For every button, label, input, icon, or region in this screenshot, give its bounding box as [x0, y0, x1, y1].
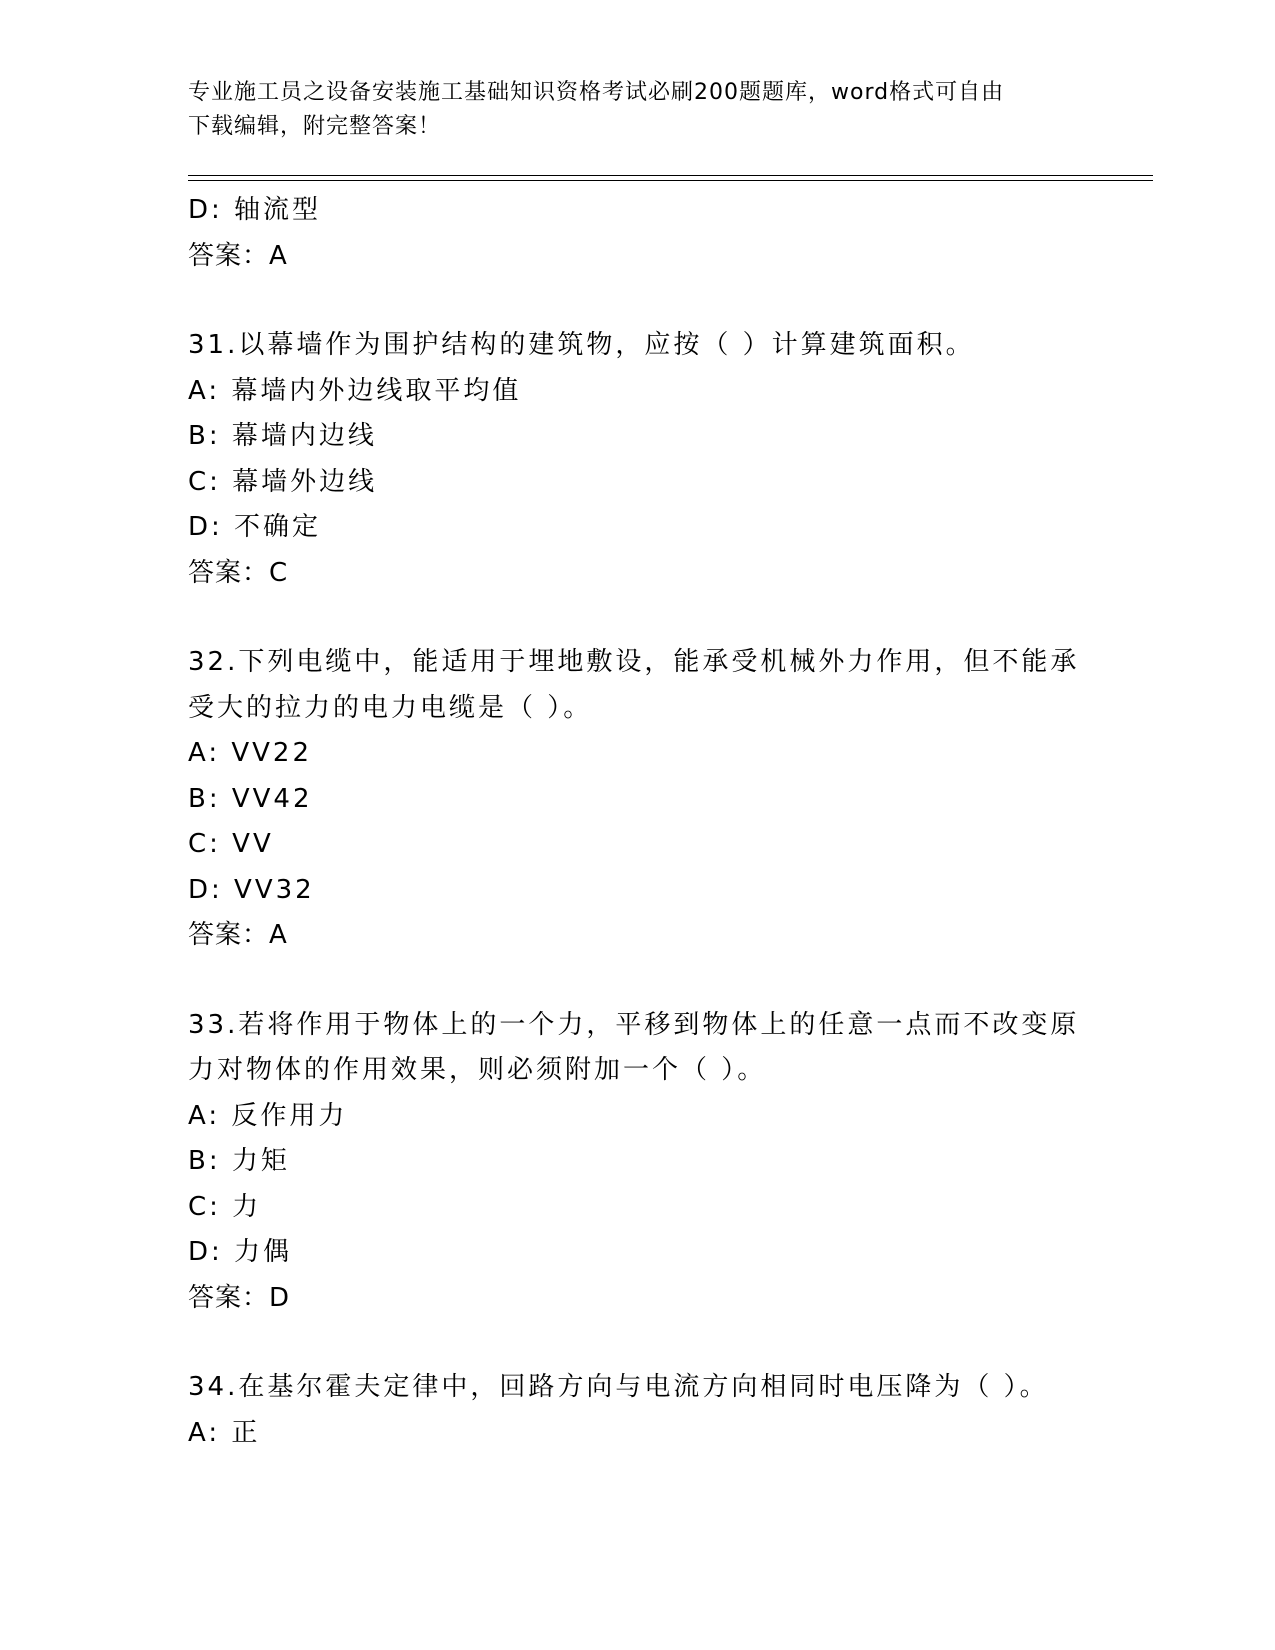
question-32: [188, 640, 1088, 959]
question-stem: 33.若将作用于物体上的一个力，平移到物体上的任意一点而不改变原: [188, 1009, 1080, 1040]
header-line-2: 下载编辑，附完整答案！: [188, 114, 442, 139]
option-a: A: 反作用力: [188, 1100, 348, 1131]
option-a: A: 正: [188, 1417, 261, 1448]
option-d: D: 不确定: [188, 512, 322, 542]
question-list: [188, 188, 1088, 1456]
option-c: C: VV: [188, 829, 274, 859]
option-c: C: 力: [188, 1191, 262, 1222]
option-c: C: 幕墙外边线: [188, 466, 378, 497]
question-stem: 34.在基尔霍夫定律中，回路方向与电流方向相同时电压降为（ ）。: [188, 1372, 1049, 1402]
question-stem: 32.下列电缆中，能适用于埋地敷设，能承受机械外力作用，但不能承: [188, 647, 1080, 677]
header-rule-top: [188, 175, 1153, 176]
question-stem-continued: 受大的拉力的电力电缆是（ ）。: [188, 692, 593, 723]
option-b: B: 幕墙内边线: [188, 421, 377, 451]
option-d: D: 力偶: [188, 1237, 293, 1267]
answer-line: 答案：D: [188, 1282, 291, 1313]
question-33: [188, 1003, 1088, 1322]
option-b: B: 力矩: [188, 1146, 290, 1176]
document-header: [188, 76, 1068, 144]
question-31: [188, 323, 1088, 596]
header-line-1: 专业施工员之设备安装施工基础知识资格考试必刷200题题库，word格式可自由: [188, 80, 1005, 105]
question-stem: 31.以幕墙作为围护结构的建筑物，应按（ ）计算建筑面积。: [188, 330, 975, 360]
option-b: B: VV42: [188, 783, 313, 814]
answer-line: 答案：A: [188, 240, 288, 271]
option-d: D: VV32: [188, 874, 315, 905]
header-rule-bottom: [188, 180, 1153, 181]
question-34: [188, 1365, 1088, 1456]
option-a: A: 幕墙内外边线取平均值: [188, 375, 522, 406]
answer-line: 答案：A: [188, 920, 288, 950]
option-a: A: VV22: [188, 738, 313, 768]
answer-line: 答案：C: [188, 557, 289, 588]
option-d: D: 轴流型: [188, 195, 322, 225]
question-stem-continued: 力对物体的作用效果，则必须附加一个（ ）。: [188, 1055, 767, 1085]
